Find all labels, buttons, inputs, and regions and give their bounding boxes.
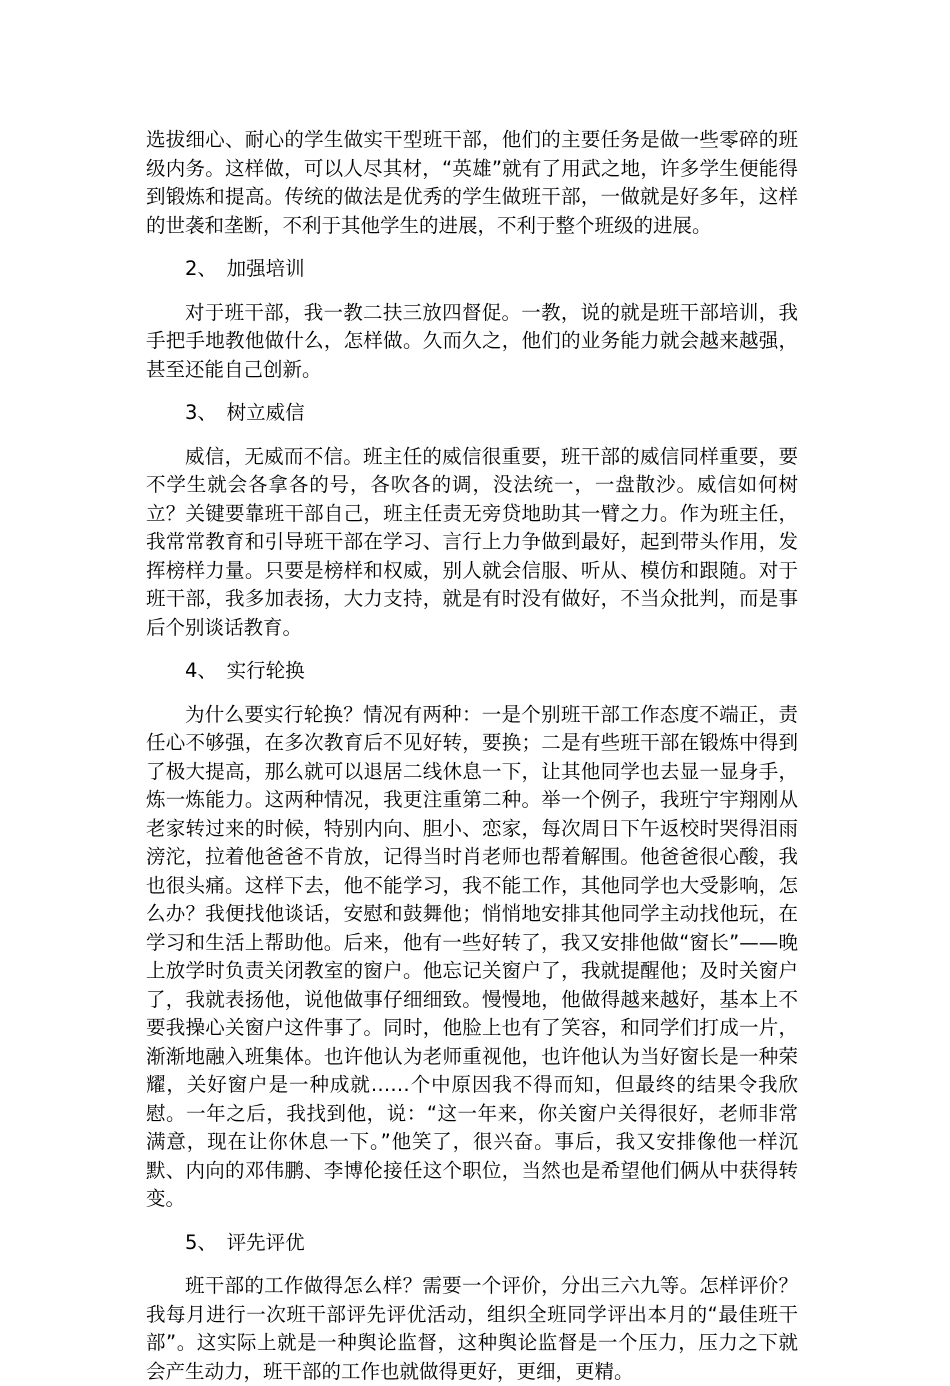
section-body-rotation: 为什么要实行轮换？情况有两种：一是个别班干部工作态度不端正，责任心不够强，在多次教育后不见好转，要换；二是有些班干部在锻炼中得到了极大提高，那么就可以退居二线休息一下，让其他同学也去显一显身手，炼一炼能力。这两种情况，我更注重第二种。举一个例子，我班宁宇翔刚从老家转过来的时候，特别内向、胆小、恋家，每次周日下午返校时哭得泪雨滂沱，拉着他爸爸不肯放，记得当时肖老师也帮着解围。他爸爸很心酸，我也很头痛。这样下去，他不能学习，我不能工作，其他同学也大受影响，怎么办？我便找他谈话，安慰和鼓舞他；悄悄地安排其他同学主动找他玩，在学习和生活上帮助他。后来，他有一些好转了，我又安排他做“窗长”——晚上放学时负责关闭教室的窗户。他忘记关窗户了，我就提醒他；及时关窗户了，我就表扬他，说他做事仔细细致。慢慢地，他做得越来越好，基本上不要我操心关窗户这件事了。同时，他脸上也有了笑容，和同学们打成一片，渐渐地融入班集体。也许他认为老师重视他，也许他认为当好窗长是一种荣耀，关好窗户是一种成就……个中原因我不得而知，但最终的结果令我欣慰。一年之后，我找到他，说：“这一年来，你关窗户关得很好，老师非常满意，现在让你休息一下。”他笑了，很兴奋。事后，我又安排像他一样沉默、内向的邓伟鹏、李博伦接任这个职位，当然也是希望他们俩从中获得转变。 (146, 702, 798, 1210)
document-page (146, 126, 798, 1386)
section-heading-training: 2、 加强培训 (185, 257, 305, 280)
section-heading-prestige: 3、 树立威信 (185, 401, 305, 424)
section-body-prestige: 威信，无威而不信。班主任的威信很重要，班干部的威信同样重要，要不学生就会各拿各的号，各吹各的调，没法统一，一盘散沙。威信如何树立？关键要靠班干部自己，班主任责无旁贷地助其一臂之力。作为班主任，我常常教育和引导班干部在学习、言行上力争做到最好，起到带头作用，发挥榜样力量。只要是榜样和权威，别人就会信服、听从、模仿和跟随。对于班干部，我多加表扬，大力支持，就是有时没有做好，不当众批判，而是事后个别谈话教育。 (146, 444, 798, 639)
section-heading-rotation: 4、 实行轮换 (185, 659, 305, 682)
section-body-evaluation: 班干部的工作做得怎么样？需要一个评价，分出三六九等。怎样评价？我每月进行一次班干部评先评优活动，组织全班同学评出本月的“最佳班干部”。这实际上就是一种舆论监督，这种舆论监督是一个压力，压力之下就会产生动力，班干部的工作也就做得更好，更细，更精。 (146, 1274, 798, 1383)
intro-paragraph: 选拔细心、耐心的学生做实干型班干部，他们的主要任务是做一些零碎的班级内务。这样做，可以人尽其材，“英雄”就有了用武之地，许多学生便能得到锻炼和提高。传统的做法是优秀的学生做班干部，一做就是好多年，这样的世袭和垄断，不利于其他学生的进展，不利于整个班级的进展。 (146, 128, 798, 237)
section-heading-evaluation: 5、 评先评优 (185, 1230, 305, 1254)
section-body-training: 对于班干部，我一教二扶三放四督促。一教，说的就是班干部培训，我手把手地教他做什么，怎样做。久而久之，他们的业务能力就会越来越强，甚至还能自己创新。 (146, 300, 798, 381)
